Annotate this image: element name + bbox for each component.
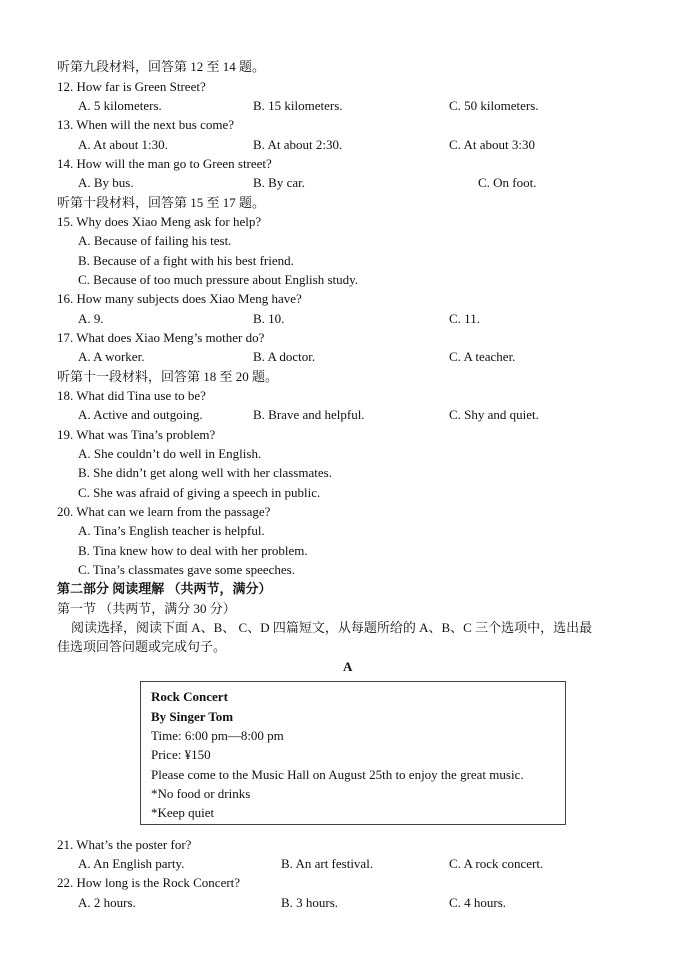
poster-rule-quiet: *Keep quiet (151, 805, 215, 820)
question-22: 22. How long is the Rock Concert? (57, 875, 241, 890)
question-17: 17. What does Xiao Meng’s mother do? (57, 330, 265, 345)
option-12a: A. 5 kilometers. (78, 98, 162, 113)
section-one-heading: 第一节 （共两节，满分 30 分） (57, 601, 236, 616)
question-16: 16. How many subjects does Xiao Meng have? (57, 291, 302, 306)
option-13b: B. At about 2:30. (253, 137, 343, 152)
poster-artist: By Singer Tom (151, 709, 234, 724)
option-14a: A. By bus. (78, 175, 134, 190)
question-20: 20. What can we learn from the passage? (57, 504, 271, 519)
option-18c: C. Shy and quiet. (449, 407, 539, 422)
option-17a: A. A worker. (78, 349, 145, 364)
passage-label-a: A (343, 659, 353, 674)
option-19c: C. She was afraid of giving a speech in public. (78, 485, 321, 500)
poster-venue: Please come to the Music Hall on August 25th to enjoy the great music. (151, 767, 524, 782)
option-22a: A. 2 hours. (78, 895, 136, 910)
option-21a: A. An English party. (78, 856, 185, 871)
option-22b: B. 3 hours. (281, 895, 339, 910)
question-14: 14. How will the man go to Green street? (57, 156, 272, 171)
option-12b: B. 15 kilometers. (253, 98, 343, 113)
option-16c: C. 11. (449, 311, 480, 326)
question-12: 12. How far is Green Street? (57, 79, 206, 94)
option-20c: C. Tina’s classmates gave some speeches. (78, 562, 295, 577)
option-16b: B. 10. (253, 311, 285, 326)
option-20a: A. Tina’s English teacher is helpful. (78, 523, 265, 538)
poster-title: Rock Concert (151, 689, 228, 704)
option-14b: B. By car. (253, 175, 305, 190)
question-19: 19. What was Tina’s problem? (57, 427, 216, 442)
instructions-line-1: 阅读选择，阅读下面 A、B、 C、D 四篇短文，从每题所给的 A、B、C 三个选项中，选出最 (71, 620, 593, 635)
option-18b: B. Brave and helpful. (253, 407, 365, 422)
option-22c: C. 4 hours. (449, 895, 507, 910)
option-15b: B. Because of a fight with his best friend. (78, 253, 294, 268)
option-13c: C. At about 3:30 (449, 137, 535, 152)
question-15: 15. Why does Xiao Meng ask for help? (57, 214, 262, 229)
option-21c: C. A rock concert. (449, 856, 544, 871)
option-21b: B. An art festival. (281, 856, 374, 871)
option-20b: B. Tina knew how to deal with her problem. (78, 543, 308, 558)
option-19b: B. She didn’t get along well with her classmates. (78, 465, 332, 480)
section-heading-11: 听第十一段材料，回答第 18 至 20 题。 (57, 369, 279, 384)
instructions-line-2: 佳选项回答问题或完成句子。 (57, 639, 227, 654)
question-21: 21. What’s the poster for? (57, 837, 192, 852)
poster-rule-food: *No food or drinks (151, 786, 251, 801)
question-18: 18. What did Tina use to be? (57, 388, 206, 403)
option-17b: B. A doctor. (253, 349, 316, 364)
option-17c: C. A teacher. (449, 349, 516, 364)
option-15c: C. Because of too much pressure about English study. (78, 272, 359, 287)
option-14c: C. On foot. (478, 175, 537, 190)
option-16a: A. 9. (78, 311, 104, 326)
option-13a: A. At about 1:30. (78, 137, 168, 152)
option-18a: A. Active and outgoing. (78, 407, 203, 422)
question-13: 13. When will the next bus come? (57, 117, 235, 132)
option-12c: C. 50 kilometers. (449, 98, 539, 113)
section-heading-10: 听第十段材料，回答第 15 至 17 题。 (57, 195, 266, 210)
section-heading-9: 听第九段材料，回答第 12 至 14 题。 (57, 59, 266, 74)
poster-time: Time: 6:00 pm—8:00 pm (151, 728, 284, 743)
option-15a: A. Because of failing his test. (78, 233, 232, 248)
part-two-heading: 第二部分 阅读理解 （共两节，满分） (57, 581, 272, 596)
poster-price: Price: ¥150 (151, 747, 211, 762)
concert-poster (140, 681, 566, 825)
option-19a: A. She couldn’t do well in English. (78, 446, 262, 461)
